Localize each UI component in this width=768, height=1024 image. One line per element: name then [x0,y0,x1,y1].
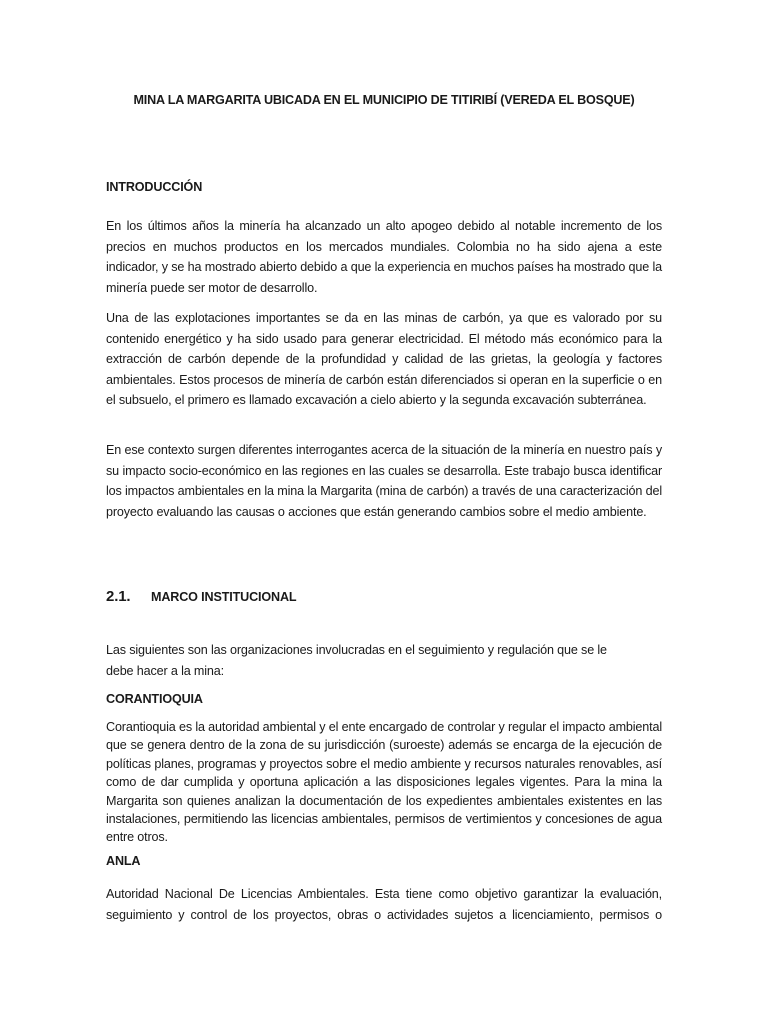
section-heading [106,587,662,608]
intro-heading: INTRODUCCIÓN [106,180,203,194]
section-number: 2.1. [106,588,131,605]
section-title: MARCO INSTITUCIONAL [151,590,297,604]
corantioquia-paragraph: Corantioquia es la autoridad ambiental y el ente encargado de controlar y regular el impacto ambiental que se genera dentro de la zona de su jurisdicción (suroeste) además se encarga de la ejecución de políticas planes, programas y proyectos sobre el medio ambiente y recursos naturales renovables, así como de dar cumplida y oportuna aplicación a las disposiciones legales vigentes. Para la mina la Margarita son quienes analizan la documentación de los expedientes ambientales existentes en las instalaciones, permitiendo las licencias ambientales, permisos de vertimientos y concesiones de agua entre otros. [106,720,662,845]
intro-paragraph-3: En ese contexto surgen diferentes interrogantes acerca de la situación de la minería en nuestro país y su impacto socio-económico en las regiones en las cuales se desarrolla. Este trabajo busca identificar los impactos ambientales en la mina la Margarita (mina de carbón) a través de una caracterización del proyecto evaluando las causas o acciones que están generando cambios sobre el medio ambiente. [106,443,662,519]
section-intro-paragraph: Las siguientes son las organizaciones involucradas en el seguimiento y regulación que se le debe hacer a la mina: [106,643,607,678]
intro-paragraph-2: Una de las explotaciones importantes se da en las minas de carbón, ya que es valorado por su contenido energético y ha sido usado para generar electricidad. El método más económico para la extracción de carbón depende de la profundidad y calidad de las grietas, la geología y factores ambientales. Estos procesos de minería de carbón están diferenciados si operan en la superficie o en el subsuelo, el primero es llamado excavación a cielo abierto y la segunda excavación subterránea. [106,311,662,408]
intro-paragraph-1: En los últimos años la minería ha alcanzado un alto apogeo debido al notable incremento de los precios en muchos productos en los mercados mundiales. Colombia no ha sido ajena a este indicador, y se ha mostrado abierto debido a que la experiencia en muchos países ha mostrado que la minería puede ser motor de desarrollo. [106,219,662,295]
corantioquia-heading: CORANTIOQUIA [106,692,203,706]
anla-paragraph: Autoridad Nacional De Licencias Ambientales. Esta tiene como objetivo garantizar la evaluación, seguimiento y control de los proyectos, obras o actividades sujetos a licenciamiento, permisos o [106,887,662,922]
document-title: MINA LA MARGARITA UBICADA EN EL MUNICIPIO DE TITIRIBÍ (VEREDA EL BOSQUE) [133,93,635,107]
anla-heading: ANLA [106,854,141,868]
